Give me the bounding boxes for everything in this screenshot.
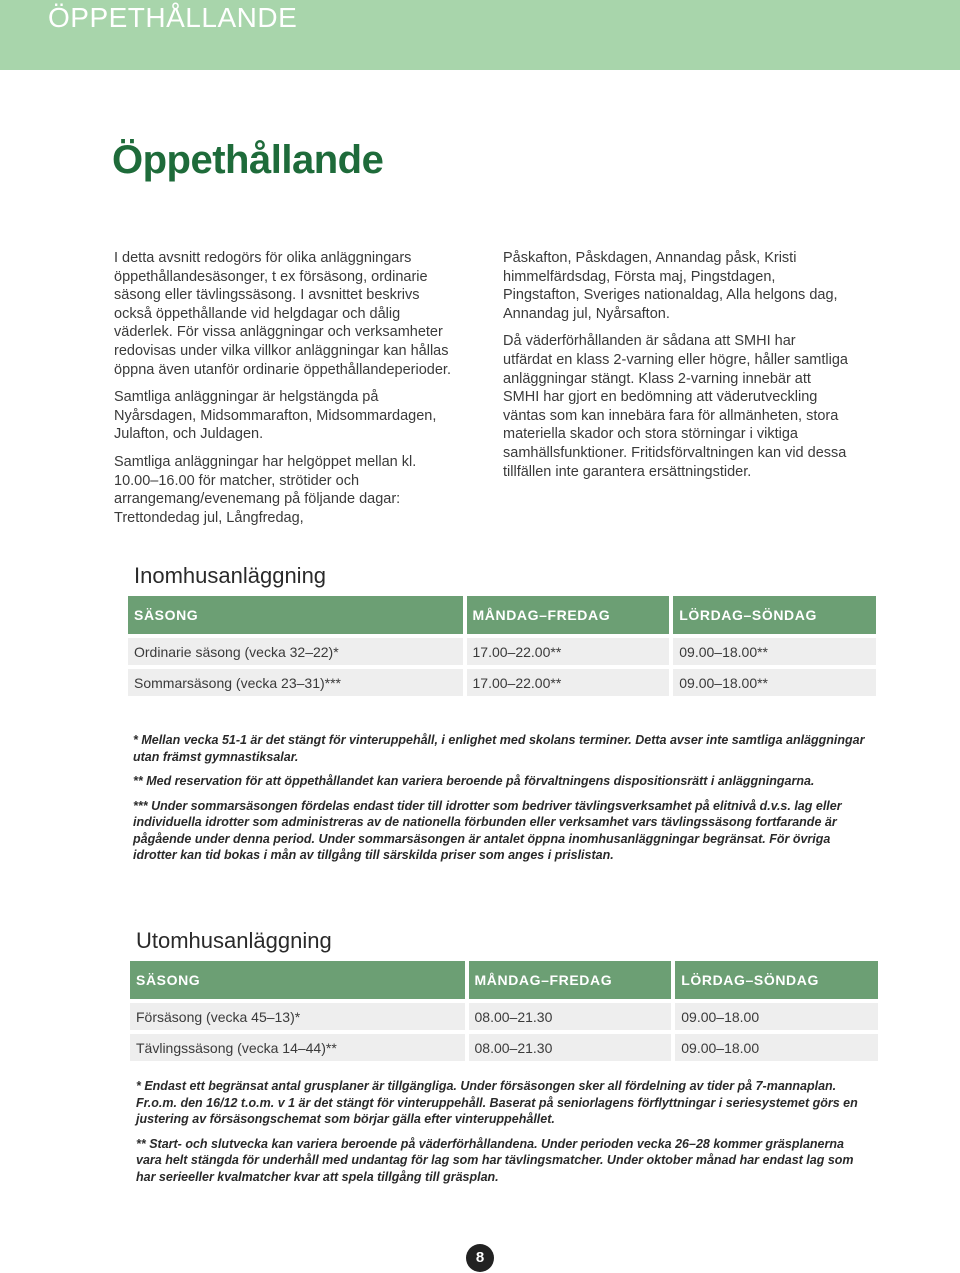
intro-left-column <box>114 249 459 536</box>
weekend-hours-cell: 09.00–18.00 <box>675 1034 878 1061</box>
indoor-section-title: Inomhusanläggning <box>134 563 327 588</box>
intro-paragraph: Då väderförhållanden är sådana att SMHI har utfärdat en klass 2-varning eller högre, håller samtliga anläggningar stängt. Klass 2-varning innebär att SMHI har gjort en bedömning att väderutveckling väntas som kan innebära fara för allmänheten, stora materiella skador och stora störningar i viktiga samhällsfunktioner. Fritidsförvaltningen kan vid dessa tillfällen inte garantera ersättningstider. <box>503 333 848 480</box>
column-header-weekend: LÖRDAG–SÖNDAG <box>673 596 876 634</box>
table-header-row <box>128 596 876 634</box>
weekday-hours-cell: 08.00–21.30 <box>469 1003 672 1030</box>
header-title: ÖPPETHÅLLANDE <box>48 2 298 33</box>
table-row <box>130 1034 878 1061</box>
weekday-hours-cell: 08.00–21.30 <box>469 1034 672 1061</box>
page-title: Öppethållande <box>112 138 384 182</box>
table-header-row <box>130 961 878 999</box>
column-header-weekdays: MÅNDAG–FREDAG <box>467 596 670 634</box>
footnote: * Mellan vecka 51-1 är det stängt för vinteruppehåll, i enlighet med skolans terminer. Detta avser inte samtliga anläggningar utan främst gymnastiksalar. <box>133 733 865 764</box>
outdoor-hours-table <box>126 957 882 1065</box>
season-cell: Tävlingssäsong (vecka 14–44)** <box>130 1034 465 1061</box>
weekday-hours-cell: 17.00–22.00** <box>467 669 670 696</box>
season-cell: Sommarsäsong (vecka 23–31)*** <box>128 669 463 696</box>
column-header-weekend: LÖRDAG–SÖNDAG <box>675 961 878 999</box>
outdoor-section-title: Utomhusanläggning <box>136 928 332 953</box>
indoor-hours-table <box>124 592 880 700</box>
intro-paragraph: I detta avsnitt redogörs för olika anläggningars öppethållandesäsonger, t ex försäsong, ordinarie säsong eller tävlingssäsong. I avsnittet beskrivs också öppethållande vid helgdagar och dålig väderlek. För vissa anläggningar och verksamheter redovisas under vilka villkor anläggningar kan hållas öppna även utanför ordinarie öppethållandeperioder. <box>114 250 451 378</box>
intro-paragraph: Samtliga anläggningar är helgstängda på Nyårsdagen, Midsommarafton, Midsommardagen, Julafton, och Juldagen. <box>114 389 437 443</box>
footnote: ** Start- och slutvecka kan variera beroende på väderförhållandena. Under perioden vecka 26–28 kommer gräsplanerna vara helt stängda för underhåll med undantag för lag som har tävlingsmatcher. Under oktober månad har endast lag som har serieeller kvalmatcher kvar att spela tillgång till gräsplan. <box>136 1136 854 1184</box>
table-row <box>130 1003 878 1030</box>
footnote: ** Med reservation för att öppethållandet kan variera beroende på förvaltningens dispositionsrätt i anläggningarna. <box>133 774 815 788</box>
footnote: *** Under sommarsäsongen fördelas endast tider till idrotter som bedriver tävlingsverksamhet på elitnivå d.v.s. lag eller individuella idrotter som administreras av de nationella förbunden eller verksamhet vars tävlingssäsong fortfarande är pågående under denna period. Under sommarsäsongen är antalet öppna inomhusanläggningar begränsat. För övriga idrotter kan tid bokas i mån av tillgång till särskilda priser som anges i prislistan. <box>133 798 842 862</box>
weekend-hours-cell: 09.00–18.00** <box>673 669 876 696</box>
intro-right-column <box>503 249 848 490</box>
weekday-hours-cell: 17.00–22.00** <box>467 638 670 665</box>
weekend-hours-cell: 09.00–18.00** <box>673 638 876 665</box>
table-row <box>128 669 876 696</box>
column-header-weekdays: MÅNDAG–FREDAG <box>469 961 672 999</box>
column-header-season: SÄSONG <box>130 961 465 999</box>
indoor-footnotes <box>133 732 868 872</box>
intro-paragraph: Samtliga anläggningar har helgöppet mellan kl. 10.00–16.00 för matcher, strötider och arrangemang/evenemang på följande dagar: Trettondedag jul, Långfredag, <box>114 453 417 526</box>
page-number-badge: 8 <box>466 1244 494 1272</box>
season-cell: Försäsong (vecka 45–13)* <box>130 1003 465 1030</box>
weekend-hours-cell: 09.00–18.00 <box>675 1003 878 1030</box>
column-header-season: SÄSONG <box>128 596 463 634</box>
season-cell: Ordinarie säsong (vecka 32–22)* <box>128 638 463 665</box>
intro-paragraph: Påskafton, Påskdagen, Annandag påsk, Kristi himmelfärdsdag, Första maj, Pingstdagen, Pingstafton, Sveriges nationaldag, Alla helgons dag, Annandag jul, Nyårsafton. <box>503 250 838 322</box>
outdoor-footnotes <box>136 1078 866 1193</box>
footnote: * Endast ett begränsat antal grusplaner är tillgängliga. Under försäsongen sker all fördelning av tider på 7-mannaplan. Fr.o.m. den 16/12 t.o.m. v 1 är det stängt för vinteruppehåll. Baserat på seniorlagens förflyttningar i seriesystemet görs en justering av försäsongschemat som börjar gälla efter vinteruppehållet. <box>136 1079 858 1126</box>
table-row <box>128 638 876 665</box>
